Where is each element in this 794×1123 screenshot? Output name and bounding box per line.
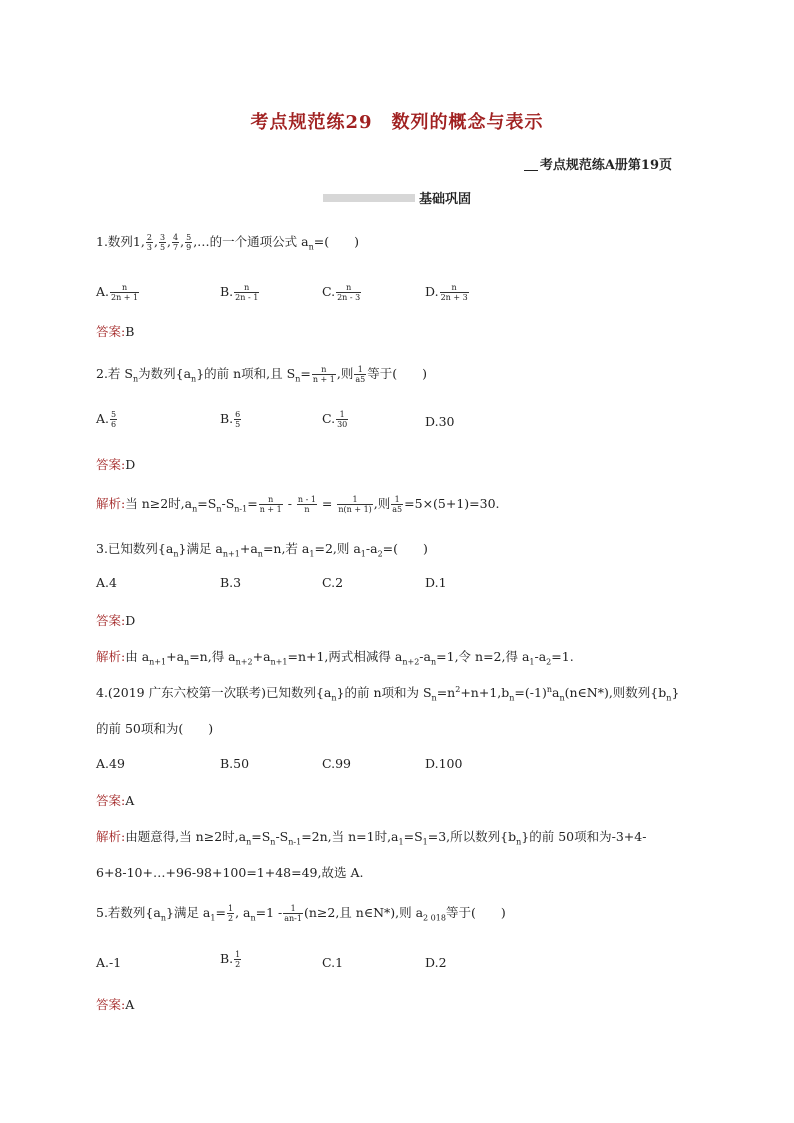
q3-option-c: C.2 [322,575,344,590]
q2-option-d: D.30 [425,414,455,429]
q3-option-a: A.4 [96,575,117,590]
fraction: $\frac{3}{5}$ [159,233,166,252]
q5-option-c: C.1 [322,955,344,970]
q4-option-d: D.100 [425,756,463,771]
question-4-stem-line2: 的前 50项和为( ) [96,721,214,736]
book-reference [524,154,672,173]
fraction: $\frac{1}{a5}$ [392,495,403,514]
question-3-stem: 3.已知数列$\{a_n\}$满足 $a_{n+1}+a_n=n$,若 $a_1=2$,则 $a_1-a_2=$( ) [96,541,428,559]
question-5-stem: 5.若数列$\{a_n\}$满足 $a_1=$ $\frac{1}{2}$ , $a_n=1$ - $\frac{1}{an-1}$ (n≥2,且 n∈N*),则 $a_{2 018}$等于( ) [96,904,506,923]
fraction: $\frac{n - 1}{n}$ [297,495,316,514]
question-4-stem-line1: 4.(2019 广东六校第一次联考)已知数列$\{a_n\}$的前 n项和为 $S_n=n^2+n+1,b_n=(-1)^na_n(n\in N*)$,则数列$\{b_n\}$ [96,684,680,703]
q4-option-c: C.99 [322,756,351,771]
q2-option-a: A. $\frac{5}{6}$ [96,410,117,429]
fraction: $\frac{5}{9}$ [186,233,192,252]
q1-option-a: A. $\frac{n}{2n + 1}$ [96,283,139,302]
section-label: 基础巩固 [419,192,472,207]
q3-answer: 答案:D [96,613,136,628]
reference-text: 考点规范练A册第19页 [539,158,672,173]
fraction: $\frac{1}{an-1}$ [284,904,302,923]
q4-answer: 答案:A [96,793,135,808]
fraction: $\frac{1}{a5}$ [355,365,366,384]
q3-option-d: D.1 [425,575,447,590]
q3-option-b: B.3 [220,575,242,590]
q1-option-c: C. $\frac{n}{2n - 3}$ [322,283,361,302]
fraction: $\frac{1}{2}$ [227,904,234,923]
q1-text-b: ,…的一个通项公式 a [193,234,309,249]
q1-text-c: =( ) [313,234,359,249]
q5-option-a: A.-1 [96,955,122,970]
q2-answer: 答案:D [96,457,136,472]
q4-option-b: B.50 [220,756,250,771]
q5-option-b: B. $\frac{1}{2}$ [220,950,241,969]
underline-mark [524,170,538,171]
fraction: $\frac{n}{n + 1}$ [312,365,335,384]
q2-option-b: B. $\frac{6}{5}$ [220,410,241,429]
q4-explanation-line1: 解析:由题意得,当 n≥2时$,a_n=S_n-S_{n-1}=2n$,当 n=1时$,a_1=S_1=3$,所以数列$\{b_n\}$的前 50项和为-3+4- [96,829,647,847]
q3-explanation: 解析:由 $a_{n+1}+a_n=n$,得 $a_{n+2}+a_{n+1}=n+1$,两式相减得 $a_{n+2}-a_n=1$,令 n=2,得 $a_1-a_2=1$. [96,649,574,667]
fraction: $\frac{4}{7}$ [173,233,179,252]
question-2-stem: 2.若 $S_n$为数列$\{a_n\}$的前 n项和,且 $S_n=$ $\frac{n}{n + 1}$ ,则 $\frac{1}{a5}$ 等于( ) [96,365,427,384]
q1-answer: 答案:B [96,324,135,339]
page-title: 考点规范练29 数列的概念与表示 [250,112,544,133]
q4-explanation-line2: 6+8-10+…+96-98+100=1+48=49,故选 A. [96,865,364,880]
q4-option-a: A.49 [96,756,125,771]
q2-explanation: 解析:当 n≥2时$,a_n=S_n-S_{n-1}=$ $\frac{n}{n + 1}$ - $\frac{n - 1}{n}$ = $\frac{1}{n(n + 1)}$ ,则 $\frac{1}{a5}$ =5×(5+1)=30. [96,495,500,514]
q1-option-d: D. $\frac{n}{2n + 3}$ [425,283,468,302]
section-bar [323,194,415,202]
fraction: $\frac{2}{3}$ [146,233,152,252]
q2-option-c: C. $\frac{1}{30}$ [322,410,348,429]
fraction: $\frac{1}{n(n + 1)}$ [338,495,372,514]
q5-option-d: D.2 [425,955,447,970]
q1-text-a: 1.数列1, [96,234,145,249]
question-1-stem: 1.数列1, $\frac{2}{3}$ , $\frac{3}{5}$ , $\frac{4}{7}$ , $\frac{5}{9}$ ,…的一个通项公式 $a_n=$( ) [96,233,359,252]
q5-answer: 答案:A [96,997,135,1012]
fraction: $\frac{n}{n + 1}$ [259,495,282,514]
q1-option-b: B. $\frac{n}{2n - 1}$ [220,283,259,302]
